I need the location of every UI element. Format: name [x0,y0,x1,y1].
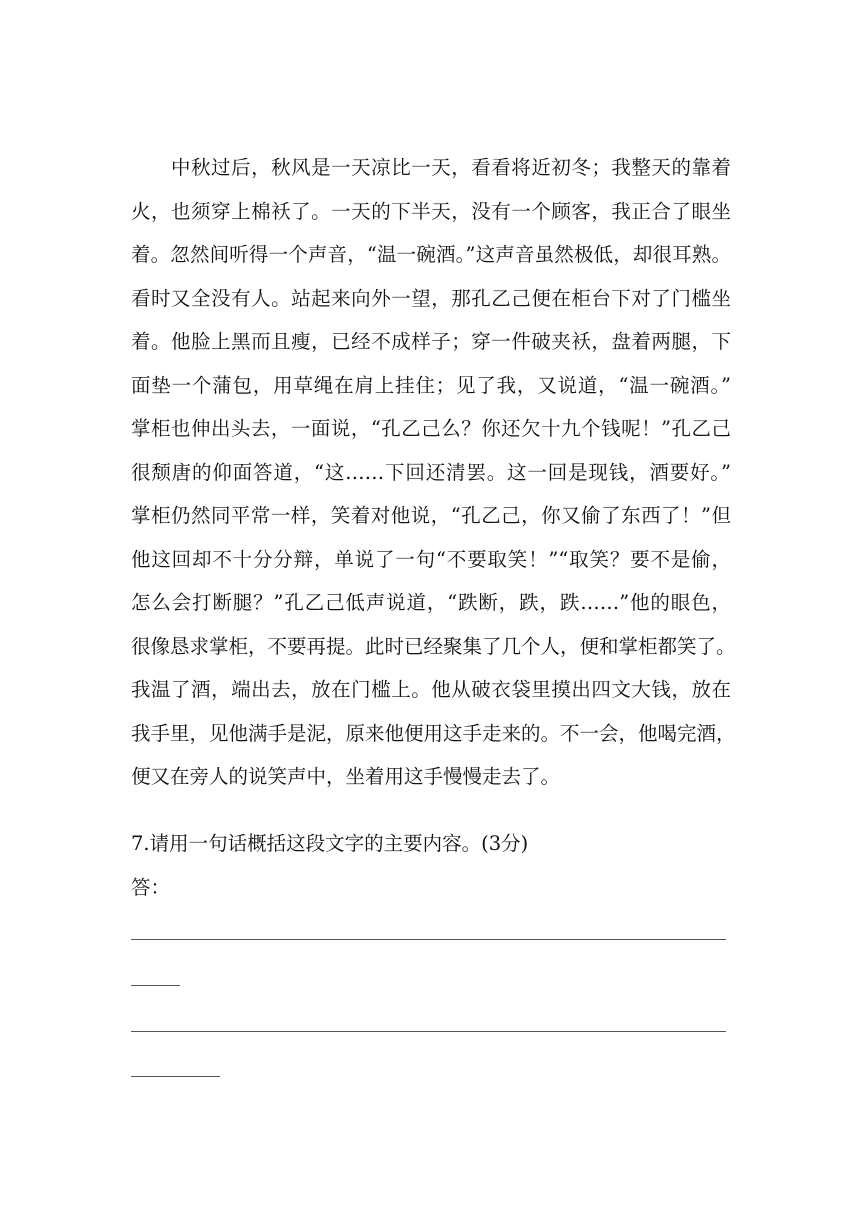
passage-line: 看时又全没有人。站起来向外一望，那孔乙己便在柜台下对了门槛坐 [131,286,731,310]
answer-line[interactable] [131,1076,220,1077]
passage-line: 掌柜仍然同平常一样，笑着对他说，“孔乙己，你又偷了东西了！”但 [131,504,731,527]
passage-line: 着。他脸上黑而且瘦，已经不成样子；穿一件破夹袄，盘着两腿，下 [131,330,731,353]
reading-passage [131,146,736,799]
passage-line: 火，也须穿上棉袄了。一天的下半天，没有一个顾客，我正合了眼坐 [131,199,731,223]
answer-line[interactable] [131,1031,726,1032]
answer-label: 答： [131,876,171,899]
passage-line: 着。忽然间听得一个声音，“温一碗酒。”这声音虽然极低，却很耳熟。 [131,243,731,266]
passage-line: 便又在旁人的说笑声中，坐着用这手慢慢走去了。 [131,765,561,788]
passage-line: 很像恳求掌柜，不要再提。此时已经聚集了几个人，便和掌柜都笑了。 [131,634,736,658]
passage-line: 很颓唐的仰面答道，“这……下回还清罢。这一回是现钱，酒要好。” [131,460,731,484]
passage-line: 面垫一个蒲包，用草绳在肩上挂住；见了我，又说道，“温一碗酒。” [131,373,731,397]
passage-line: 我温了酒，端出去，放在门槛上。他从破衣袋里摸出四文大钱，放在 [131,678,731,701]
question-prompt: 7.请用一句话概括这段文字的主要内容。(3分) [131,832,529,855]
passage-line: 怎么会打断腿？”孔乙己低声说道，“跌断，跌，跌……”他的眼色， [131,591,731,614]
passage-line: 掌柜也伸出头去，一面说，“孔乙己么？你还欠十九个钱呢！”孔乙己 [131,417,731,440]
passage-line: 我手里，见他满手是泥，原来他便用这手走来的。不一会，他喝完酒， [131,721,736,745]
answer-line[interactable] [131,985,180,986]
passage-line: 他这回却不十分分辩，单说了一句“不要取笑！”“取笑？要不是偷， [131,547,731,571]
passage-line: 中秋过后，秋风是一天凉比一天，看看将近初冬；我整天的靠着 [171,156,731,179]
answer-line[interactable] [131,939,726,940]
